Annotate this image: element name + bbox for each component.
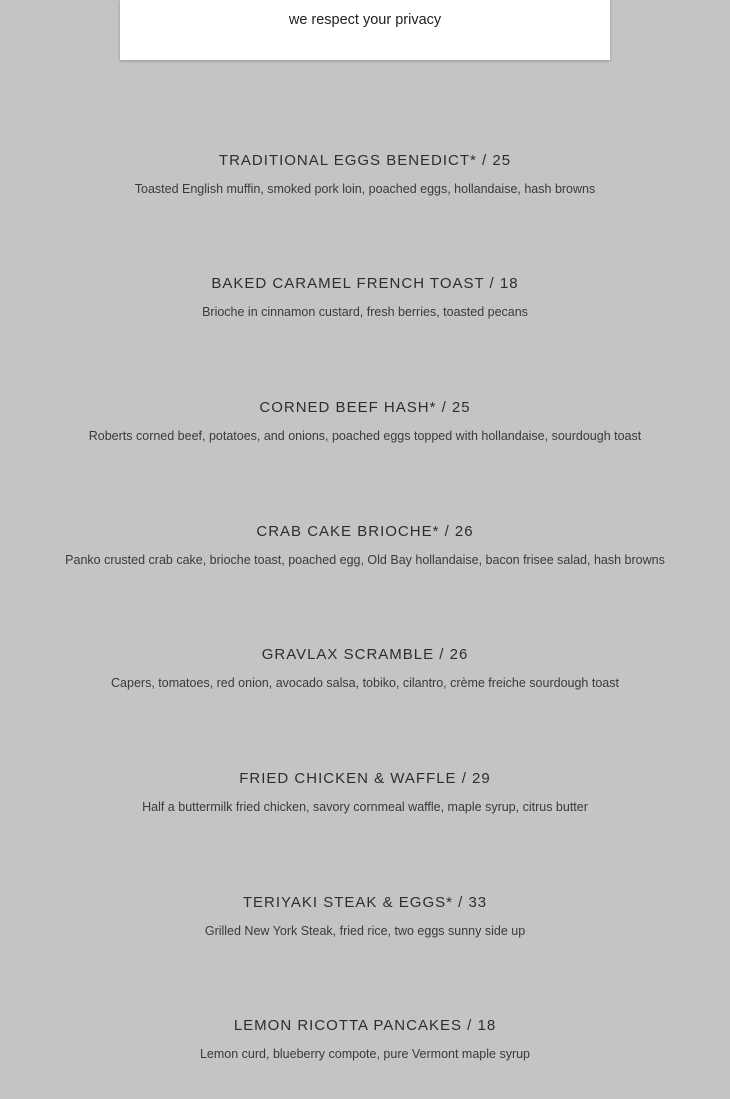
- menu-item-description: Brioche in cinnamon custard, fresh berries, toasted pecans: [202, 305, 528, 319]
- menu-item: [0, 399, 730, 444]
- menu-item: [0, 523, 730, 568]
- menu-item-description: Capers, tomatoes, red onion, avocado salsa, tobiko, cilantro, crème freiche sourdough toast: [111, 676, 619, 690]
- menu-item-description: Roberts corned beef, potatoes, and onions, poached eggs topped with hollandaise, sourdough toast: [88, 429, 642, 443]
- menu-item-description: Lemon curd, blueberry compote, pure Vermont maple syrup: [199, 1047, 531, 1061]
- menu-item-title: BAKED CARAMEL FRENCH TOAST / 18: [211, 275, 519, 292]
- menu-item: [0, 770, 730, 815]
- menu-item-title: CRAB CAKE BRIOCHE* / 26: [256, 523, 474, 540]
- privacy-banner[interactable]: [120, 0, 610, 60]
- menu-item: [0, 152, 730, 197]
- privacy-banner-text[interactable]: we respect your privacy: [288, 12, 442, 28]
- menu-item-title: CORNED BEEF HASH* / 25: [259, 399, 471, 416]
- menu-item-title: GRAVLAX SCRAMBLE / 26: [261, 646, 469, 663]
- menu-item-title: TRADITIONAL EGGS BENEDICT* / 25: [218, 152, 512, 169]
- menu-item-description: Toasted English muffin, smoked pork loin, poached eggs, hollandaise, hash browns: [134, 182, 596, 196]
- menu-item: [0, 646, 730, 691]
- menu-item-title: TERIYAKI STEAK & EGGS* / 33: [242, 894, 488, 911]
- menu-item-description: Grilled New York Steak, fried rice, two eggs sunny side up: [204, 924, 526, 938]
- menu-item-title: FRIED CHICKEN & WAFFLE / 29: [239, 770, 491, 787]
- menu-item-description: Half a buttermilk fried chicken, savory cornmeal waffle, maple syrup, citrus butter: [142, 800, 588, 814]
- menu-item-title: LEMON RICOTTA PANCAKES / 18: [233, 1017, 497, 1034]
- menu-item: [0, 275, 730, 320]
- menu-item: [0, 1017, 730, 1062]
- menu-item: [0, 894, 730, 939]
- menu-item-description: Panko crusted crab cake, brioche toast, poached egg, Old Bay hollandaise, bacon frisee salad, hash browns: [65, 553, 665, 567]
